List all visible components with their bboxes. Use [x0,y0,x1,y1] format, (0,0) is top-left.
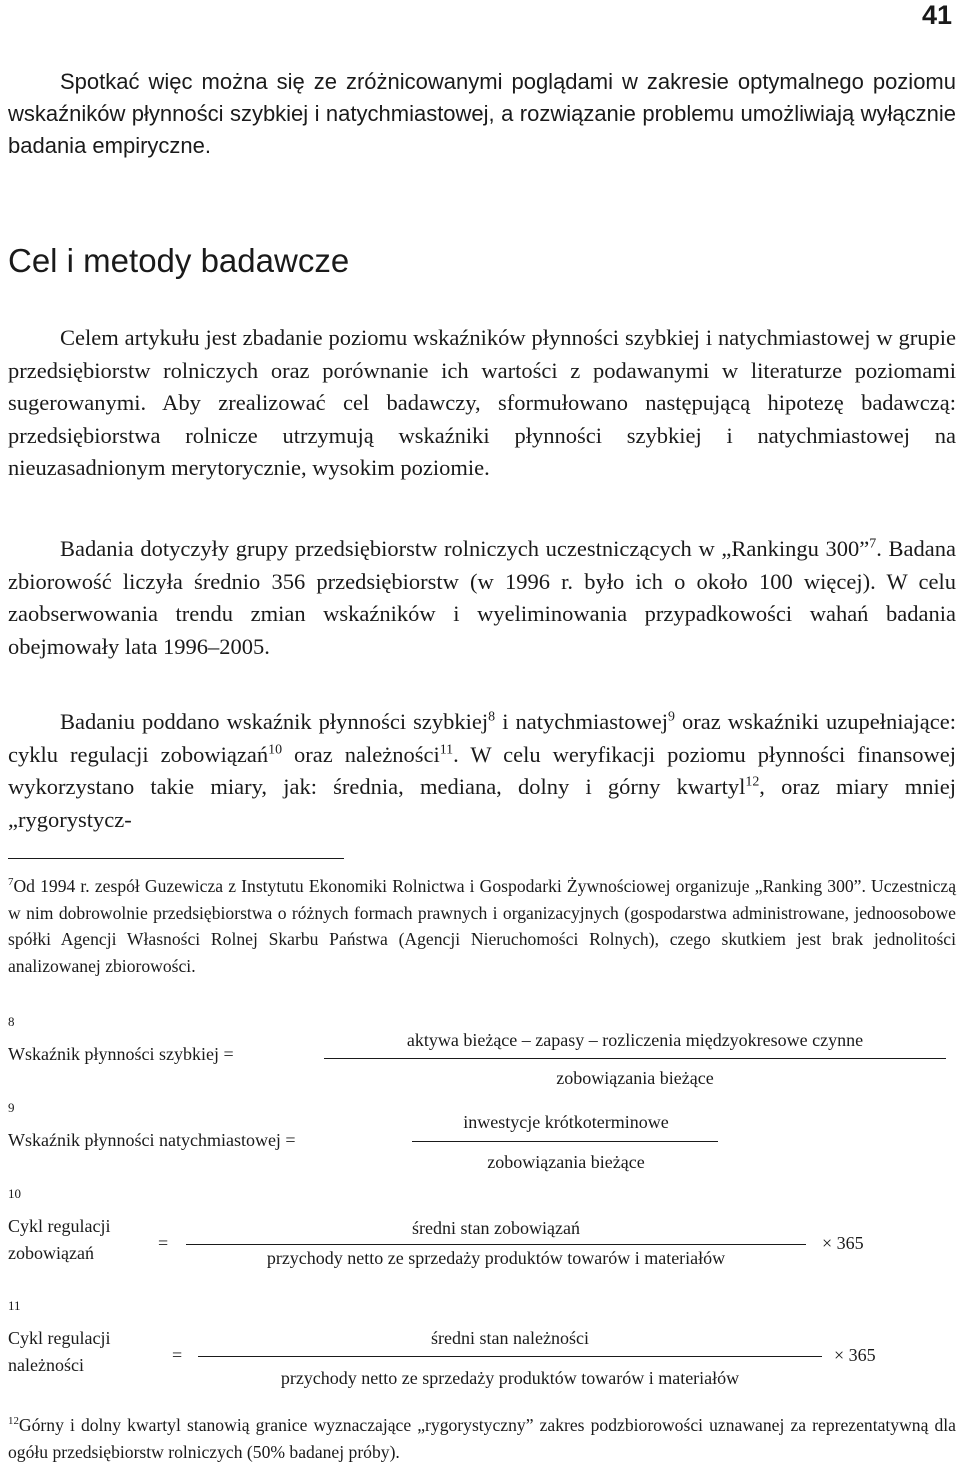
paragraph-research-group [8,533,956,663]
receivables-cycle-label: należności [8,1355,84,1375]
footnote-text: Od 1994 r. zespół Guzewicza z Instytutu Ekonomiki Rolnictwa i Gospodarki Żywnościowej organizuje „Ranking 300”. Uczestniczą w nim dobrowolnie przedsiębiorstwa o różnych formach prawnych i organizacyjnych (gospodarstwa administrowane, jednoosobowe spółki Agencji Własności Rolnej Skarbu Państwa (Agencji Nieruchomości Rolnych), czego skutkiem jest brak jednolitości analizowanej zbiorowości. [8,876,956,976]
footnote-8-number: 8 [8,1014,15,1029]
fraction-line [412,1141,718,1142]
paragraph-indicators [8,706,956,836]
footnote-ref-7: 7 [869,536,877,552]
footnote-ref-9: 9 [667,709,675,725]
paragraph-aim: Celem artykułu jest zbadanie poziomu wskaźników płynności szybkiej i natychmiastowej w grupie przedsiębiorstw rolniczych oraz porównanie ich wartości z podawanymi w literaturze poziomami sugerowanymi. Aby zrealizować cel badawczy, sformułowano następującą hipotezę badawczą: przedsiębiorstwa rolnicze utrzymują wskaźniki płynności szybkiej i natychmiastowej na nieuzasadnionym merytorycznie, wysokim poziomie. [8,325,956,480]
multiplier: × 365 [834,1345,876,1365]
paragraph-text: i natychmiastowej [495,709,668,734]
footnote-11-number: 11 [8,1298,21,1313]
quick-ratio-numerator: aktywa bieżące – zapasy – rozliczenia międzyokresowe czynne [406,1030,864,1050]
fraction-line [186,1244,806,1245]
footnote-9-number: 9 [8,1100,15,1115]
paragraph-text: oraz wskaźniki uzupełniające: cyklu regulacji zobowiązań [8,709,956,767]
paragraph-text: oraz należności [282,741,440,767]
fraction-line [324,1058,946,1059]
fraction-line [198,1356,822,1357]
cash-ratio-numerator: inwestycje krótkoterminowe [463,1112,669,1132]
paragraph-text: Badaniu poddano wskaźnik płynności szybkiej [60,709,489,734]
paragraph-text: Badania dotyczyły grupy przedsiębiorstw rolniczych uczestniczących w „Rankingu 300” [60,536,870,561]
footnote-text: Górny i dolny kwartyl stanowią granice wyznaczające „rygorystyczny” zakres podzbiorowości uznawanej za reprezentatywną dla ogółu przedsiębiorstw rolniczych (50% badanej próby). [8,1415,956,1462]
payables-cycle-label: zobowiązań [8,1243,94,1263]
paragraph-text: , oraz miary mniej „rygorystycz- [8,774,956,832]
footnote-ref-10: 10 [268,742,283,757]
footnote-ref-8: 8 [488,709,496,725]
payables-cycle-denominator: przychody netto ze sprzedaży produktów towarów i materiałów [266,1248,726,1268]
receivables-cycle-denominator: przychody netto ze sprzedaży produktów towarów i materiałów [280,1368,740,1388]
cash-ratio-label: Wskaźnik płynności natychmiastowej = [8,1130,296,1150]
footnote-separator [8,858,344,859]
footnote-ref-12: 12 [745,774,760,790]
page-number: 41 [921,0,952,30]
payables-cycle-numerator: średni stan zobowiązań [412,1218,580,1238]
footnote-number: 12 [8,1415,19,1428]
paragraph-text: . W celu weryfikacji poziomu płynności finansowej wykorzystano takie miary, jak: średnia, mediana, dolny i górny kwartyl [8,741,957,799]
receivables-cycle-numerator: średni stan należności [431,1328,589,1348]
equals-sign: = [158,1233,169,1253]
footnote-12 [8,1412,956,1465]
equals-sign: = [172,1345,183,1365]
footnote-ref-11: 11 [439,742,454,757]
receivables-cycle-label: Cykl regulacji [8,1328,111,1348]
intro-paragraph: Spotkać więc można się ze zróżnicowanymi poglądami w zakresie optymalnego poziomu wskaźników płynności szybkiej i natychmiastowej, a rozwiązanie problemu umożliwiają wyłącznie badania empiryczne. [8,69,956,158]
section-heading: Cel i metody badawcze [8,242,350,279]
footnote-7 [8,873,956,979]
paragraph-text: . Badana zbiorowość liczyła średnio 356 przedsiębiorstw (w 1996 r. było ich o około 100 więcej). W celu zaobserwowania trendu zmian wskaźników i wyeliminowania przypadkowości wahań badania obejmowały lata 1996–2005. [8,536,956,659]
quick-ratio-label: Wskaźnik płynności szybkiej = [8,1044,234,1064]
footnote-number: 7 [8,876,14,889]
quick-ratio-denominator: zobowiązania bieżące [556,1068,714,1088]
payables-cycle-label: Cykl regulacji [8,1216,111,1236]
cash-ratio-denominator: zobowiązania bieżące [487,1152,645,1172]
footnote-10-number: 10 [8,1186,21,1201]
multiplier: × 365 [822,1233,864,1253]
